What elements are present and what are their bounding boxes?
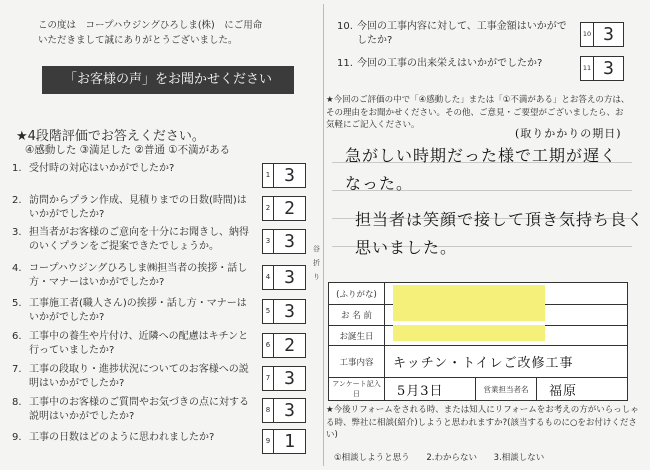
handwritten-line-3: 担当者は笑顔で接して頂き気持ち良く [355, 210, 645, 229]
answer-value: 3 [603, 24, 614, 45]
answer-box-5[interactable]: 5 3 [262, 299, 306, 324]
answer-box-6[interactable]: 6 2 [262, 333, 306, 358]
date-value: 5月3日 [397, 384, 444, 399]
answer-box-7[interactable]: 7 3 [262, 366, 306, 391]
evaluation-title: ★4段階評価でお答えください。 [16, 129, 205, 144]
intro-text: この度は コープハウジングひろしま(株) にご用命 いただきまして誠にありがとうございました。 [38, 20, 263, 46]
page-title-banner: 「お客様の声」をお聞かせください [42, 66, 294, 94]
question-11: 11. 今回の工事の出来栄えはいかがでしたか? [337, 58, 543, 69]
work-field[interactable] [385, 346, 627, 377]
answer-box-1[interactable]: 1 3 [262, 163, 306, 188]
choice-consult[interactable]: ①相談しようと思う [334, 453, 410, 463]
question-9: 9. 工事の日数はどのように思われましたか? [12, 432, 215, 443]
question-1: 1. 受付時の対応はいかがでしたか? [12, 163, 175, 174]
answer-value: 2 [284, 198, 295, 219]
handwritten-note: (取りかかりの期日) [515, 127, 622, 140]
answer-box-10[interactable]: 10 3 [580, 22, 624, 47]
answer-value: 3 [284, 231, 295, 252]
question-7: 7. 工事の段取り・進捗状況についてのお客様への説明はいかがでしたか? [12, 364, 249, 389]
answer-value: 3 [284, 400, 295, 421]
evaluation-scale: ④感動した ③満足した ②普通 ①不満がある [25, 144, 231, 156]
comment-prompt: ★今回のご評価の中で「④感動した」または「①不満がある」とお答えの方は、その理由をお聞かせください。その他、ご意見・ご要望がございましたら、お気軽にご記入ください。 [326, 95, 630, 130]
answer-box-4[interactable]: 4 3 [262, 265, 306, 290]
question-5: 5. 工事施工者(職人さん)の挨拶・話し方・マナーはいかがでしたか? [12, 298, 247, 323]
answer-value: 3 [603, 58, 614, 79]
name-label: お 名 前 [329, 305, 385, 325]
furigana-label: (ふりがな) [329, 283, 385, 304]
date-label: アンケート記入日 [329, 378, 385, 400]
handwritten-line-2: なった。 [345, 174, 414, 193]
answer-value: 3 [284, 267, 295, 288]
choice-unsure[interactable]: 2.わからない [426, 453, 477, 463]
handwritten-line-1: 急がしい時期だった様で工期が遅く [345, 146, 618, 165]
work-label: 工事内容 [329, 346, 385, 377]
rep-label: 営業担当者名 [476, 378, 537, 400]
answer-value: 1 [284, 431, 295, 452]
question-8: 8. 工事中のお客様のご質問やお気づきの点に対する説明はいかがでしたか? [12, 397, 249, 422]
answer-box-9[interactable]: 9 1 [262, 429, 306, 454]
question-3: 3. 担当者がお客様のご意向を十分にお聞きし、納得のいくプランをご提案できたでしょうか。 [12, 227, 249, 252]
referral-choices [334, 451, 558, 463]
rep-field[interactable] [537, 378, 627, 400]
answer-box-11[interactable]: 11 3 [580, 56, 624, 81]
answer-box-2[interactable]: 2 2 [262, 196, 306, 221]
rep-value: 福原 [549, 384, 578, 399]
answer-value: 3 [284, 368, 295, 389]
answer-box-3[interactable]: 3 3 [262, 229, 306, 254]
question-4: 4. コープハウジングひろしま㈱担当者の挨拶・話し方・マナーはいかがでしたか? [12, 263, 248, 288]
question-6: 6. 工事中の養生や片付け、近隣への配慮はキチンと行っていましたか? [12, 331, 249, 356]
answer-value: 3 [284, 165, 295, 186]
fold-divider [323, 4, 324, 466]
work-row [329, 346, 627, 378]
date-field[interactable] [385, 378, 476, 400]
redaction-highlight-name [393, 285, 545, 321]
answer-value: 2 [284, 335, 295, 356]
choice-no[interactable]: 3.相談しない [493, 453, 545, 463]
redaction-highlight-birthday [393, 325, 545, 341]
date-row [329, 378, 627, 400]
referral-question: ★今後リフォームをされる時、または知人にリフォームをお考えの方がいらっしゃる時、弊社に相談(紹介)しようと思われますか?(該当するものに○をお付けください) [326, 405, 639, 440]
handwritten-line-4: 思いました。 [355, 238, 458, 257]
birthday-label: お誕生日 [329, 326, 385, 345]
question-2: 2. 訪問からプラン作成、見積りまでの日数(時間)はいかがでしたか? [12, 195, 247, 220]
work-value: キッチン・トイレご改修工事 [393, 356, 574, 371]
answer-box-8[interactable]: 8 3 [262, 398, 306, 423]
answer-value: 3 [284, 301, 295, 322]
question-10: 10. 今回の工事内容に対して、工事金額はいかがでしたか? [337, 21, 567, 46]
fold-label: 谷折り [313, 245, 320, 281]
